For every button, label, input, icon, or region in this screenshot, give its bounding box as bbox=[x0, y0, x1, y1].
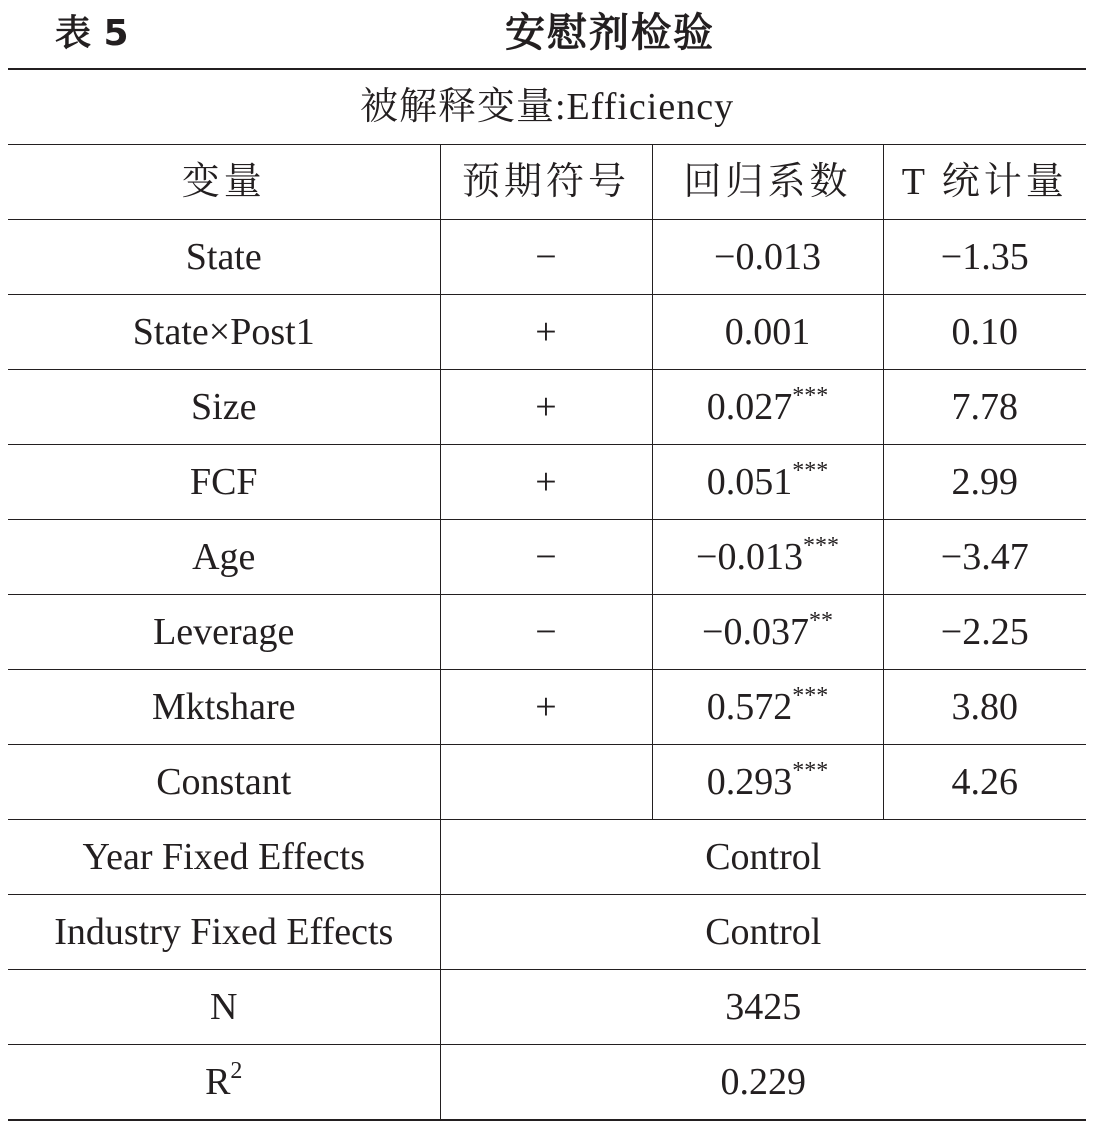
coefficient bbox=[652, 520, 883, 595]
table-row bbox=[8, 370, 1086, 445]
table-row bbox=[8, 445, 1086, 520]
variable-name: FCF bbox=[8, 445, 440, 520]
variable-name: Mktshare bbox=[8, 670, 440, 745]
table-row bbox=[8, 520, 1086, 595]
coefficient-value: 0.293 bbox=[706, 761, 793, 803]
significance-stars: *** bbox=[792, 683, 829, 709]
table-row bbox=[8, 220, 1086, 295]
dependent-variable-row bbox=[8, 69, 1086, 145]
t-statistic: 4.26 bbox=[883, 745, 1086, 820]
coefficient bbox=[652, 220, 883, 295]
coefficient bbox=[652, 745, 883, 820]
table-row bbox=[8, 745, 1086, 820]
significance-stars: ** bbox=[808, 608, 833, 634]
variable-name: Age bbox=[8, 520, 440, 595]
coefficient bbox=[652, 595, 883, 670]
header-row bbox=[8, 145, 1086, 220]
expected-sign bbox=[440, 745, 652, 820]
t-statistic: 3.80 bbox=[883, 670, 1086, 745]
coefficient-value: −0.037 bbox=[702, 611, 809, 653]
coefficient bbox=[652, 370, 883, 445]
significance-stars: *** bbox=[792, 458, 829, 484]
table-title: 安慰剂检验 bbox=[505, 10, 715, 56]
summary-value: Control bbox=[440, 820, 1086, 895]
dependent-variable-label: 被解释变量:Efficiency bbox=[8, 69, 1086, 145]
summary-value: 3425 bbox=[440, 970, 1086, 1045]
coefficient bbox=[652, 295, 883, 370]
t-statistic: 0.10 bbox=[883, 295, 1086, 370]
coefficient-value: 0.027 bbox=[706, 386, 793, 428]
summary-value: Control bbox=[440, 895, 1086, 970]
summary-row bbox=[8, 970, 1086, 1045]
coefficient bbox=[652, 445, 883, 520]
t-statistic: −3.47 bbox=[883, 520, 1086, 595]
t-statistic: −2.25 bbox=[883, 595, 1086, 670]
significance-stars: *** bbox=[792, 758, 829, 784]
expected-sign: + bbox=[440, 670, 652, 745]
table-row bbox=[8, 295, 1086, 370]
expected-sign: + bbox=[440, 445, 652, 520]
variable-name: State×Post1 bbox=[8, 295, 440, 370]
coefficient-value: −0.013 bbox=[714, 236, 821, 278]
variable-name: Size bbox=[8, 370, 440, 445]
header-expected-sign: 预期符号 bbox=[440, 145, 652, 220]
summary-value: 0.229 bbox=[440, 1045, 1086, 1121]
summary-label: Year Fixed Effects bbox=[8, 820, 440, 895]
coefficient-value: 0.051 bbox=[706, 461, 793, 503]
significance-stars: *** bbox=[802, 533, 839, 559]
table-row bbox=[8, 595, 1086, 670]
summary-row bbox=[8, 895, 1086, 970]
table-row bbox=[8, 670, 1086, 745]
header-variable: 变量 bbox=[8, 145, 440, 220]
summary-label: Industry Fixed Effects bbox=[8, 895, 440, 970]
r-squared-superscript: 2 bbox=[230, 1058, 243, 1084]
table-number: 表 5 bbox=[55, 13, 129, 54]
variable-name: Constant bbox=[8, 745, 440, 820]
summary-row bbox=[8, 1045, 1086, 1121]
significance-stars: *** bbox=[792, 383, 829, 409]
t-statistic: 7.78 bbox=[883, 370, 1086, 445]
expected-sign: − bbox=[440, 595, 652, 670]
header-coefficient: 回归系数 bbox=[652, 145, 883, 220]
summary-label bbox=[8, 1045, 440, 1121]
t-statistic: −1.35 bbox=[883, 220, 1086, 295]
placebo-test-table bbox=[8, 68, 1086, 1121]
expected-sign: − bbox=[440, 520, 652, 595]
variable-name: State bbox=[8, 220, 440, 295]
variable-name: Leverage bbox=[8, 595, 440, 670]
summary-label: N bbox=[8, 970, 440, 1045]
t-statistic: 2.99 bbox=[883, 445, 1086, 520]
expected-sign: − bbox=[440, 220, 652, 295]
coefficient-value: 0.572 bbox=[706, 686, 793, 728]
r-squared-label: R bbox=[205, 1061, 231, 1103]
coefficient-value: 0.001 bbox=[724, 311, 811, 353]
expected-sign: + bbox=[440, 370, 652, 445]
header-t-statistic: T 统计量 bbox=[883, 145, 1086, 220]
coefficient bbox=[652, 670, 883, 745]
summary-row bbox=[8, 820, 1086, 895]
table-caption bbox=[0, 0, 1100, 68]
coefficient-value: −0.013 bbox=[696, 536, 803, 578]
expected-sign: + bbox=[440, 295, 652, 370]
